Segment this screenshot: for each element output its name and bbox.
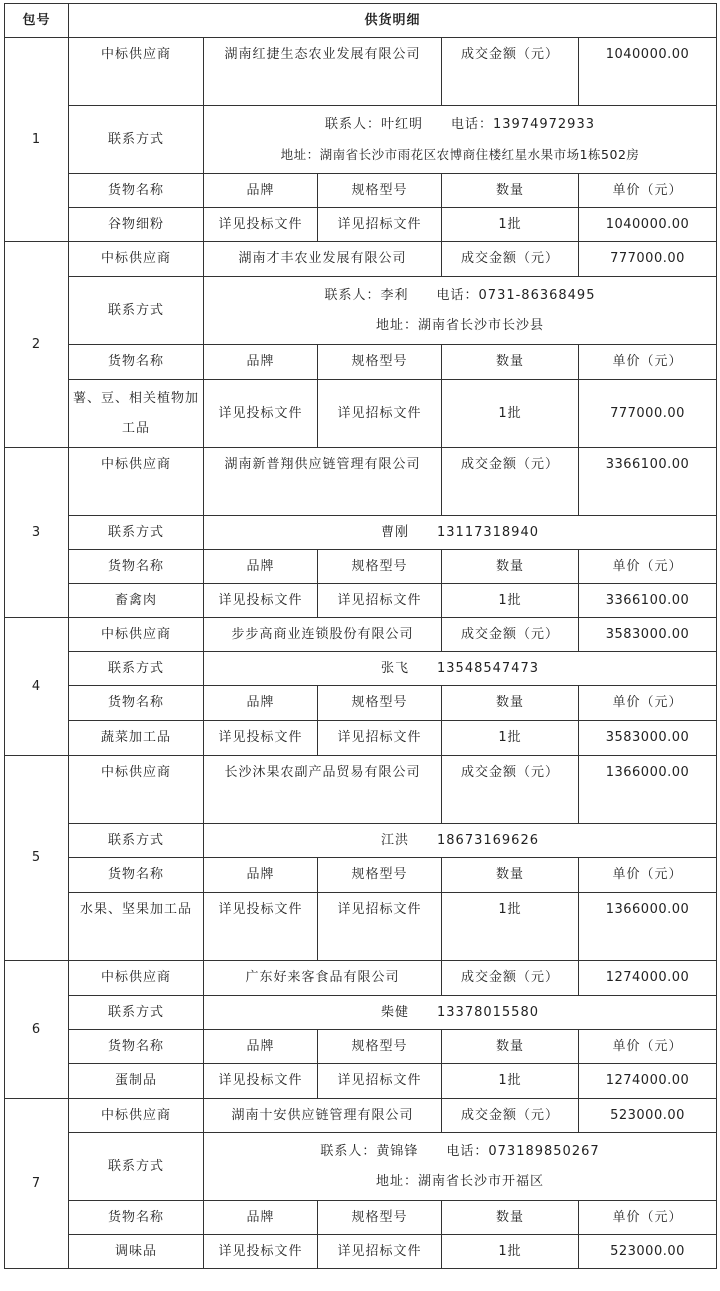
contact-label: 联系方式 [69, 277, 204, 345]
brand-value: 详见投标文件 [204, 380, 318, 448]
qty-label: 数量 [442, 174, 579, 208]
spec-label: 规格型号 [318, 1201, 442, 1235]
package-4-goods-row [5, 721, 717, 756]
supplier-label: 中标供应商 [69, 756, 204, 824]
contact-address: 地址：湖南省长沙市雨花区农博商住楼红星水果市场1栋502房 [280, 146, 640, 162]
goods-name-label: 货物名称 [69, 1201, 204, 1235]
qty-label: 数量 [442, 550, 579, 584]
brand-value: 详见投标文件 [204, 893, 318, 961]
amount-label: 成交金额（元） [442, 448, 579, 516]
amount-label: 成交金额（元） [442, 38, 579, 106]
supplier-name: 湖南才丰农业发展有限公司 [204, 242, 442, 277]
amount-value: 523000.00 [579, 1099, 717, 1133]
package-number: 7 [5, 1099, 69, 1269]
header-package-no: 包号 [5, 4, 69, 38]
qty-label: 数量 [442, 345, 579, 380]
spec-label: 规格型号 [318, 345, 442, 380]
unit-price-value: 3583000.00 [579, 721, 717, 756]
goods-name: 蛋制品 [69, 1064, 204, 1099]
contact-info [204, 516, 717, 550]
spec-label: 规格型号 [318, 174, 442, 208]
package-2-goods-header-row [5, 345, 717, 380]
contact-label: 联系方式 [69, 996, 204, 1030]
package-5-supplier-row [5, 756, 717, 824]
qty-value: 1批 [442, 721, 579, 756]
package-7-goods-header-row [5, 1201, 717, 1235]
unit-price-label: 单价（元） [579, 858, 717, 893]
brand-value: 详见投标文件 [204, 1235, 318, 1269]
contact-phone: 电话：0731-86368495 [436, 287, 596, 303]
contact-label: 联系方式 [69, 824, 204, 858]
package-3-goods-header-row [5, 550, 717, 584]
amount-value: 1274000.00 [579, 961, 717, 996]
spec-value: 详见招标文件 [318, 1064, 442, 1099]
goods-name-label: 货物名称 [69, 686, 204, 721]
package-number: 2 [5, 242, 69, 448]
qty-value: 1批 [442, 1064, 579, 1099]
unit-price-value: 1366000.00 [579, 893, 717, 961]
supplier-name: 湖南十安供应链管理有限公司 [204, 1099, 442, 1133]
contact-label: 联系方式 [69, 106, 204, 174]
unit-price-value: 1040000.00 [579, 208, 717, 242]
package-7-contact-row [5, 1133, 717, 1201]
brand-value: 详见投标文件 [204, 584, 318, 618]
spec-value: 详见招标文件 [318, 1235, 442, 1269]
package-1-goods-header-row [5, 174, 717, 208]
amount-label: 成交金额（元） [442, 242, 579, 277]
package-6-supplier-row [5, 961, 717, 996]
contact-label: 联系方式 [69, 1133, 204, 1201]
qty-label: 数量 [442, 1201, 579, 1235]
header-supply-detail: 供货明细 [69, 4, 717, 38]
goods-name: 薯、豆、相关植物加工品 [69, 380, 204, 448]
contact-label: 联系方式 [69, 652, 204, 686]
supply-detail-table [4, 3, 717, 1269]
package-3-goods-row [5, 584, 717, 618]
spec-value: 详见招标文件 [318, 208, 442, 242]
qty-label: 数量 [442, 858, 579, 893]
supplier-name: 长沙沐果农副产品贸易有限公司 [204, 756, 442, 824]
unit-price-label: 单价（元） [579, 345, 717, 380]
supplier-name: 湖南红捷生态农业发展有限公司 [204, 38, 442, 106]
goods-name: 畜禽肉 [69, 584, 204, 618]
goods-name: 谷物细粉 [69, 208, 204, 242]
supplier-name: 步步高商业连锁股份有限公司 [204, 618, 442, 652]
spec-value: 详见招标文件 [318, 893, 442, 961]
contact-info [204, 277, 717, 345]
contact-person: 曹刚 [381, 524, 410, 540]
contact-person: 江洪 [381, 832, 410, 848]
unit-price-value: 523000.00 [579, 1235, 717, 1269]
unit-price-label: 单价（元） [579, 1201, 717, 1235]
contact-person: 张飞 [381, 660, 410, 676]
spec-label: 规格型号 [318, 550, 442, 584]
supplier-label: 中标供应商 [69, 38, 204, 106]
unit-price-label: 单价（元） [579, 550, 717, 584]
package-6-goods-header-row [5, 1030, 717, 1064]
package-1-supplier-row [5, 38, 717, 106]
amount-label: 成交金额（元） [442, 1099, 579, 1133]
amount-label: 成交金额（元） [442, 961, 579, 996]
qty-label: 数量 [442, 686, 579, 721]
package-3-supplier-row [5, 448, 717, 516]
contact-info [204, 1133, 717, 1201]
contact-info [204, 652, 717, 686]
package-7-goods-row [5, 1235, 717, 1269]
unit-price-label: 单价（元） [579, 686, 717, 721]
package-5-contact-row [5, 824, 717, 858]
goods-name-label: 货物名称 [69, 345, 204, 380]
amount-value: 3583000.00 [579, 618, 717, 652]
package-1-goods-row [5, 208, 717, 242]
goods-name-label: 货物名称 [69, 550, 204, 584]
package-6-goods-row [5, 1064, 717, 1099]
supplier-label: 中标供应商 [69, 1099, 204, 1133]
unit-price-value: 777000.00 [579, 380, 717, 448]
brand-label: 品牌 [204, 174, 318, 208]
package-4-goods-header-row [5, 686, 717, 721]
brand-label: 品牌 [204, 1030, 318, 1064]
contact-info [204, 106, 717, 174]
amount-value: 1040000.00 [579, 38, 717, 106]
package-6-contact-row [5, 996, 717, 1030]
brand-value: 详见投标文件 [204, 1064, 318, 1099]
unit-price-label: 单价（元） [579, 174, 717, 208]
package-4-supplier-row [5, 618, 717, 652]
package-number: 3 [5, 448, 69, 618]
goods-name: 调味品 [69, 1235, 204, 1269]
contact-info [204, 996, 717, 1030]
supplier-label: 中标供应商 [69, 242, 204, 277]
contact-phone: 电话：073189850267 [446, 1143, 600, 1159]
contact-person: 联系人：叶红明 [325, 116, 424, 132]
contact-address: 地址：湖南省长沙市开福区 [376, 1173, 545, 1189]
brand-label: 品牌 [204, 686, 318, 721]
brand-value: 详见投标文件 [204, 208, 318, 242]
amount-value: 1366000.00 [579, 756, 717, 824]
qty-value: 1批 [442, 380, 579, 448]
amount-label: 成交金额（元） [442, 756, 579, 824]
contact-person: 联系人：黄锦锋 [320, 1143, 419, 1159]
brand-label: 品牌 [204, 858, 318, 893]
package-2-goods-row [5, 380, 717, 448]
table-header-row [5, 4, 717, 38]
unit-price-value: 3366100.00 [579, 584, 717, 618]
package-3-contact-row [5, 516, 717, 550]
qty-label: 数量 [442, 1030, 579, 1064]
brand-label: 品牌 [204, 1201, 318, 1235]
supplier-label: 中标供应商 [69, 448, 204, 516]
spec-label: 规格型号 [318, 1030, 442, 1064]
amount-label: 成交金额（元） [442, 618, 579, 652]
goods-name: 水果、坚果加工品 [69, 893, 204, 961]
package-4-contact-row [5, 652, 717, 686]
supplier-label: 中标供应商 [69, 618, 204, 652]
contact-phone: 18673169626 [437, 832, 539, 848]
contact-person: 联系人：李利 [324, 287, 409, 303]
spec-label: 规格型号 [318, 858, 442, 893]
brand-label: 品牌 [204, 550, 318, 584]
goods-name-label: 货物名称 [69, 1030, 204, 1064]
contact-phone: 电话：13974972933 [451, 116, 595, 132]
supplier-name: 广东好来客食品有限公司 [204, 961, 442, 996]
contact-phone: 13117318940 [437, 524, 539, 540]
unit-price-value: 1274000.00 [579, 1064, 717, 1099]
goods-name: 蔬菜加工品 [69, 721, 204, 756]
amount-value: 777000.00 [579, 242, 717, 277]
supplier-label: 中标供应商 [69, 961, 204, 996]
spec-value: 详见招标文件 [318, 380, 442, 448]
package-2-contact-row [5, 277, 717, 345]
brand-value: 详见投标文件 [204, 721, 318, 756]
package-2-supplier-row [5, 242, 717, 277]
contact-person: 柴健 [381, 1004, 410, 1020]
qty-value: 1批 [442, 1235, 579, 1269]
package-5-goods-header-row [5, 858, 717, 893]
package-number: 5 [5, 756, 69, 961]
goods-name-label: 货物名称 [69, 174, 204, 208]
package-1-contact-row [5, 106, 717, 174]
package-number: 1 [5, 38, 69, 242]
contact-label: 联系方式 [69, 516, 204, 550]
spec-label: 规格型号 [318, 686, 442, 721]
contact-info [204, 824, 717, 858]
contact-address: 地址：湖南省长沙市长沙县 [376, 317, 545, 333]
amount-value: 3366100.00 [579, 448, 717, 516]
package-number: 6 [5, 961, 69, 1099]
unit-price-label: 单价（元） [579, 1030, 717, 1064]
brand-label: 品牌 [204, 345, 318, 380]
contact-phone: 13548547473 [437, 660, 539, 676]
spec-value: 详见招标文件 [318, 584, 442, 618]
package-5-goods-row [5, 893, 717, 961]
package-number: 4 [5, 618, 69, 756]
qty-value: 1批 [442, 208, 579, 242]
qty-value: 1批 [442, 893, 579, 961]
spec-value: 详见招标文件 [318, 721, 442, 756]
goods-name-label: 货物名称 [69, 858, 204, 893]
contact-phone: 13378015580 [437, 1004, 539, 1020]
package-7-supplier-row [5, 1099, 717, 1133]
qty-value: 1批 [442, 584, 579, 618]
supplier-name: 湖南新普翔供应链管理有限公司 [204, 448, 442, 516]
